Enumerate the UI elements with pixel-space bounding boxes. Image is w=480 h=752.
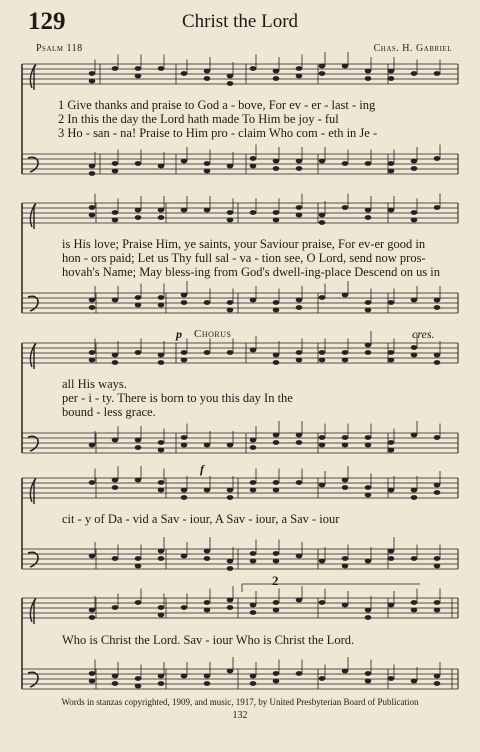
note-head <box>273 671 280 676</box>
note-head <box>135 556 142 561</box>
note-head <box>388 161 395 166</box>
note-head <box>250 348 257 353</box>
note-head <box>434 556 441 561</box>
note-head <box>89 480 96 485</box>
note-head <box>158 440 165 445</box>
dynamic-marking: p <box>176 327 182 341</box>
note-head <box>319 358 326 363</box>
note-head <box>296 74 303 79</box>
note-head <box>204 608 211 613</box>
note-head <box>250 164 257 169</box>
note-head <box>388 300 395 305</box>
bass-clef-icon <box>28 296 38 311</box>
note-head <box>112 353 119 358</box>
note-head <box>342 358 349 363</box>
note-head <box>273 300 280 305</box>
note-head <box>227 559 234 564</box>
note-head <box>273 679 280 684</box>
note-head <box>250 445 257 450</box>
note-head <box>342 350 349 355</box>
bass-clef-icon <box>28 552 38 567</box>
note-head <box>365 300 372 305</box>
note-head <box>204 556 211 561</box>
note-head <box>158 556 165 561</box>
note-head <box>342 435 349 440</box>
note-head <box>342 556 349 561</box>
note-head <box>250 210 257 215</box>
note-head <box>411 488 418 493</box>
note-head <box>434 435 441 440</box>
note-head <box>135 208 142 213</box>
note-head <box>204 549 211 554</box>
note-head <box>112 438 119 443</box>
note-head <box>227 350 234 355</box>
note-head <box>158 164 165 169</box>
note-head <box>158 66 165 71</box>
note-head <box>112 66 119 71</box>
note-head <box>158 303 165 308</box>
note-head <box>365 208 372 213</box>
note-head <box>273 353 280 358</box>
note-head <box>112 360 119 365</box>
note-head <box>365 343 372 348</box>
note-head <box>342 161 349 166</box>
note-head <box>319 213 326 218</box>
note-head <box>89 71 96 76</box>
note-head <box>296 66 303 71</box>
note-head <box>89 305 96 310</box>
note-head <box>434 71 441 76</box>
note-head <box>227 598 234 603</box>
note-head <box>296 440 303 445</box>
note-head <box>204 681 211 686</box>
note-head <box>411 345 418 350</box>
chorus-label: Chorus <box>194 328 232 340</box>
note-head <box>227 488 234 493</box>
note-head <box>112 210 119 215</box>
note-head <box>204 161 211 166</box>
note-head <box>250 66 257 71</box>
note-head <box>411 433 418 438</box>
note-head <box>388 69 395 74</box>
note-head <box>204 488 211 493</box>
note-head <box>411 600 418 605</box>
note-head <box>112 169 119 174</box>
note-head <box>135 161 142 166</box>
note-head <box>181 554 188 559</box>
crescendo-marking: cres. <box>412 327 435 341</box>
note-head <box>342 64 349 69</box>
note-head <box>388 488 395 493</box>
bass-clef-icon <box>28 157 38 172</box>
note-head <box>227 566 234 571</box>
note-head <box>112 674 119 679</box>
hymn-title: Christ the Lord <box>181 11 299 32</box>
note-head <box>112 556 119 561</box>
note-head <box>158 215 165 220</box>
note-head <box>250 298 257 303</box>
note-head <box>181 443 188 448</box>
note-head <box>411 218 418 223</box>
note-head <box>388 169 395 174</box>
note-head <box>135 564 142 569</box>
note-head <box>365 69 372 74</box>
note-head <box>135 684 142 689</box>
note-head <box>273 480 280 485</box>
note-head <box>250 603 257 608</box>
note-head <box>135 295 142 300</box>
note-head <box>411 166 418 171</box>
note-head <box>434 564 441 569</box>
note-head <box>342 293 349 298</box>
note-head <box>342 669 349 674</box>
note-head <box>296 213 303 218</box>
note-head <box>296 554 303 559</box>
note-head <box>250 681 257 686</box>
note-head <box>296 671 303 676</box>
note-head <box>319 600 326 605</box>
lyric-line: 2 In this the day the Lord hath made To Him be joy - ful <box>58 112 339 126</box>
note-head <box>365 350 372 355</box>
note-head <box>158 448 165 453</box>
note-head <box>296 358 303 363</box>
note-head <box>365 615 372 620</box>
note-head <box>365 161 372 166</box>
note-head <box>135 438 142 443</box>
note-head <box>388 76 395 81</box>
note-head <box>342 603 349 608</box>
note-head <box>204 169 211 174</box>
note-head <box>181 605 188 610</box>
note-head <box>227 218 234 223</box>
note-head <box>89 358 96 363</box>
note-head <box>434 608 441 613</box>
note-head <box>158 681 165 686</box>
copyright-notice: Words in stanzas copyrighted, 1909, and music, 1917, by United Presbyterian Board of Publication <box>61 697 419 707</box>
note-head <box>135 303 142 308</box>
note-head <box>89 171 96 176</box>
note-head <box>250 610 257 615</box>
note-head <box>227 74 234 79</box>
note-head <box>158 605 165 610</box>
note-head <box>319 676 326 681</box>
note-head <box>319 71 326 76</box>
second-ending-number: 2 <box>272 573 279 588</box>
note-head <box>227 605 234 610</box>
note-head <box>273 360 280 365</box>
note-head <box>388 440 395 445</box>
note-head <box>273 600 280 605</box>
note-head <box>89 298 96 303</box>
note-head <box>89 443 96 448</box>
note-head <box>89 554 96 559</box>
note-head <box>204 600 211 605</box>
note-head <box>250 559 257 564</box>
note-head <box>135 66 142 71</box>
note-head <box>411 298 418 303</box>
note-head <box>411 495 418 500</box>
note-head <box>135 74 142 79</box>
note-head <box>181 208 188 213</box>
note-head <box>365 435 372 440</box>
note-head <box>89 79 96 84</box>
note-head <box>319 559 326 564</box>
note-head <box>227 81 234 86</box>
note-head <box>342 205 349 210</box>
note-head <box>273 551 280 556</box>
note-head <box>158 488 165 493</box>
note-head <box>273 210 280 215</box>
note-head <box>158 360 165 365</box>
note-head <box>158 674 165 679</box>
note-head <box>365 671 372 676</box>
lyric-line: cit - y of Da - vid a Sav - iour, A Sav - iour, a Sav - iour <box>62 512 340 526</box>
note-head <box>434 205 441 210</box>
note-head <box>135 478 142 483</box>
note-head <box>273 159 280 164</box>
note-head <box>227 210 234 215</box>
note-head <box>411 679 418 684</box>
note-head <box>158 353 165 358</box>
note-head <box>112 298 119 303</box>
note-head <box>388 358 395 363</box>
note-head <box>181 300 188 305</box>
note-head <box>135 600 142 605</box>
note-head <box>273 69 280 74</box>
note-head <box>204 350 211 355</box>
note-head <box>204 443 211 448</box>
note-head <box>434 483 441 488</box>
note-head <box>319 443 326 448</box>
note-head <box>158 480 165 485</box>
note-head <box>227 443 234 448</box>
composer-credit: Chas. H. Gabriel <box>373 43 452 54</box>
note-head <box>319 350 326 355</box>
note-head <box>181 674 188 679</box>
note-head <box>319 64 326 69</box>
note-head <box>135 215 142 220</box>
note-head <box>158 208 165 213</box>
note-head <box>204 69 211 74</box>
note-head <box>434 681 441 686</box>
note-head <box>158 295 165 300</box>
note-head <box>227 164 234 169</box>
lyric-line: hon - ors paid; Let us Thy full sal - va - tion see, O Lord, send now pros- <box>62 251 426 265</box>
note-head <box>181 358 188 363</box>
note-head <box>388 549 395 554</box>
note-head <box>365 679 372 684</box>
note-head <box>273 76 280 81</box>
note-head <box>112 681 119 686</box>
note-head <box>112 218 119 223</box>
note-head <box>388 448 395 453</box>
note-head <box>89 164 96 169</box>
lyric-line: all His ways. <box>62 377 127 391</box>
page-number: 132 <box>232 710 248 721</box>
note-head <box>411 159 418 164</box>
note-head <box>227 300 234 305</box>
note-head <box>388 556 395 561</box>
note-head <box>135 445 142 450</box>
note-head <box>250 488 257 493</box>
note-head <box>181 488 188 493</box>
note-head <box>296 305 303 310</box>
note-head <box>434 490 441 495</box>
note-head <box>250 480 257 485</box>
note-head <box>296 480 303 485</box>
note-head <box>112 605 119 610</box>
note-head <box>89 350 96 355</box>
note-head <box>342 485 349 490</box>
note-head <box>319 159 326 164</box>
note-head <box>411 608 418 613</box>
note-head <box>434 600 441 605</box>
note-head <box>296 205 303 210</box>
note-head <box>388 350 395 355</box>
note-head <box>365 485 372 490</box>
note-head <box>250 156 257 161</box>
lyric-line: per - i - ty. There is born to you this day In the <box>62 391 293 405</box>
note-head <box>296 159 303 164</box>
note-head <box>411 353 418 358</box>
note-head <box>181 71 188 76</box>
note-head <box>227 308 234 313</box>
lyric-line: is His love; Praise Him, ye saints, your Saviour praise, For ev-er good in <box>62 237 426 251</box>
note-head <box>296 598 303 603</box>
note-head <box>296 298 303 303</box>
lyric-line: Who is Christ the Lord. Sav - iour Who is Christ the Lord. <box>62 633 355 647</box>
note-head <box>89 205 96 210</box>
note-head <box>89 615 96 620</box>
lyric-line: 1 Give thanks and praise to God a - bove, For ev - er - last - ing <box>58 98 376 112</box>
note-head <box>319 220 326 225</box>
note-head <box>204 300 211 305</box>
note-head <box>273 488 280 493</box>
note-head <box>227 669 234 674</box>
lyric-line: bound - less grace. <box>62 405 156 419</box>
note-head <box>296 350 303 355</box>
note-head <box>89 679 96 684</box>
note-head <box>250 551 257 556</box>
note-head <box>204 208 211 213</box>
note-head <box>158 613 165 618</box>
note-head <box>181 293 188 298</box>
scripture-reference: Psalm 118 <box>36 43 83 54</box>
note-head <box>250 674 257 679</box>
note-head <box>388 603 395 608</box>
note-head <box>273 166 280 171</box>
note-head <box>365 443 372 448</box>
note-head <box>273 440 280 445</box>
note-head <box>112 478 119 483</box>
note-head <box>296 166 303 171</box>
note-head <box>365 608 372 613</box>
dynamic-marking: f <box>200 462 204 476</box>
note-head <box>89 213 96 218</box>
note-head <box>112 161 119 166</box>
note-head <box>296 433 303 438</box>
note-head <box>204 674 211 679</box>
note-head <box>135 676 142 681</box>
note-head <box>135 350 142 355</box>
note-head <box>273 559 280 564</box>
note-head <box>204 76 211 81</box>
note-head <box>434 305 441 310</box>
note-head <box>181 435 188 440</box>
note-head <box>365 559 372 564</box>
note-head <box>181 350 188 355</box>
note-head <box>434 674 441 679</box>
note-head <box>365 493 372 498</box>
note-head <box>273 433 280 438</box>
note-head <box>319 483 326 488</box>
note-head <box>89 608 96 613</box>
note-head <box>112 485 119 490</box>
note-head <box>158 549 165 554</box>
note-head <box>388 676 395 681</box>
note-head <box>411 71 418 76</box>
bass-clef-icon <box>28 672 38 687</box>
note-head <box>365 76 372 81</box>
note-head <box>342 443 349 448</box>
note-head <box>434 298 441 303</box>
note-head <box>434 360 441 365</box>
note-head <box>273 308 280 313</box>
bass-clef-icon <box>28 436 38 451</box>
note-head <box>388 208 395 213</box>
note-head <box>89 671 96 676</box>
note-head <box>181 495 188 500</box>
note-head <box>319 295 326 300</box>
note-head <box>411 556 418 561</box>
lyric-line: 3 Ho - san - na! Praise to Him pro - claim Who com - eth in Je - <box>58 126 378 140</box>
note-head <box>227 495 234 500</box>
note-head <box>342 478 349 483</box>
note-head <box>319 435 326 440</box>
lyric-line: hovah's Name; May bless-ing from God's dwell-ing-place Descend on us in <box>62 265 441 279</box>
note-head <box>342 564 349 569</box>
note-head <box>181 159 188 164</box>
note-head <box>365 308 372 313</box>
note-head <box>434 156 441 161</box>
hymn-number: 129 <box>28 8 66 35</box>
note-head <box>273 218 280 223</box>
note-head <box>273 608 280 613</box>
note-head <box>250 438 257 443</box>
note-head <box>411 210 418 215</box>
note-head <box>434 353 441 358</box>
note-head <box>365 215 372 220</box>
